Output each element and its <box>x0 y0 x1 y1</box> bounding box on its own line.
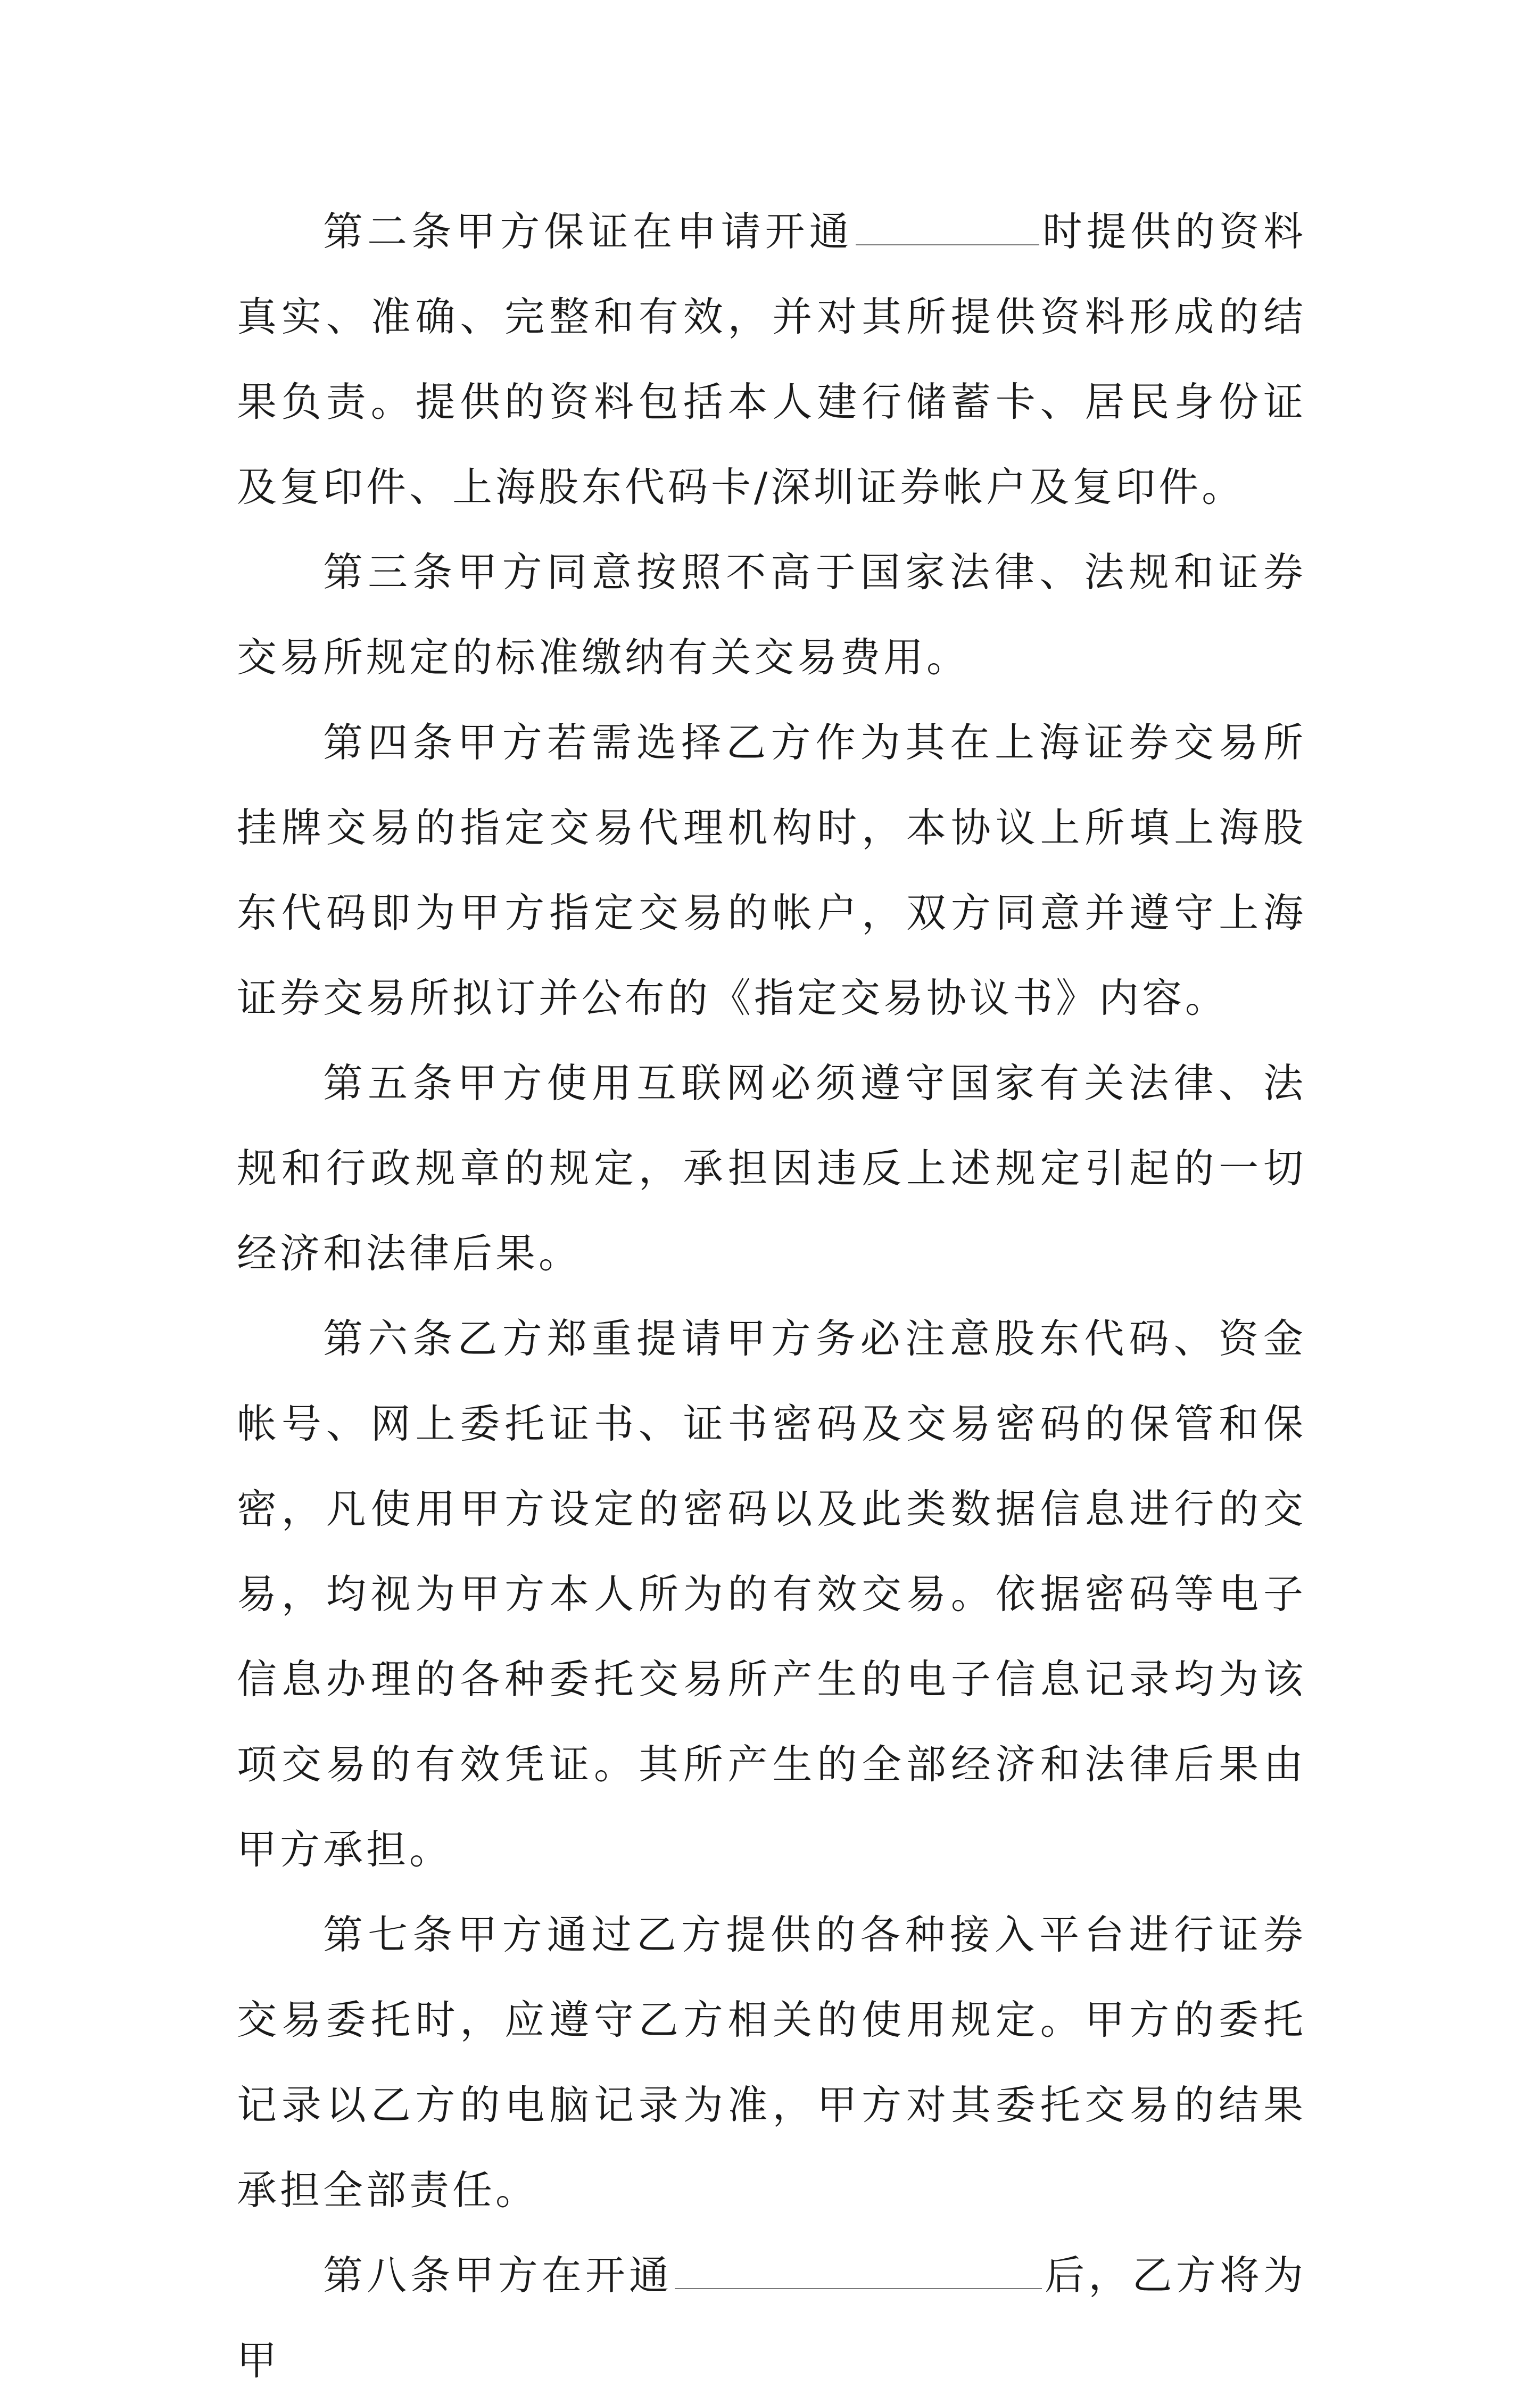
clause-3: 第三条甲方同意按照不高于国家法律、法规和证券交易所规定的标准缴纳有关交易费用。 <box>237 549 1306 681</box>
clause-2-fill-blank <box>856 210 1039 245</box>
clause-2-text-after: 时提供的资料真实、准确、完整和有效，并对其所提供资料形成的结果负责。提供的资料包括本人建行储蓄卡、居民身份证及复印件、上海股东代码卡/深圳证券帐户及复印件。 <box>237 208 1306 510</box>
clause-2-text-before: 第二条甲方保证在申请开通 <box>323 208 854 255</box>
clause-2 <box>237 189 1306 530</box>
clause-8-text-before: 第八条甲方在开通 <box>323 2252 673 2299</box>
clause-4: 第四条甲方若需选择乙方作为其在上海证券交易所挂牌交易的指定交易代理机构时，本协议上所填上海股东代码即为甲方指定交易的帐户，双方同意并遵守上海证券交易所拟订并公布的《指定交易协议书》内容。 <box>237 719 1306 1021</box>
clause-8-fill-blank <box>675 2254 1042 2289</box>
clause-8-text-after: 后，乙方将为甲 <box>237 2252 1306 2384</box>
document-body <box>237 189 1306 2403</box>
clause-7: 第七条甲方通过乙方提供的各种接入平台进行证券交易委托时，应遵守乙方相关的使用规定。甲方的委托记录以乙方的电脑记录为准，甲方对其委托交易的结果承担全部责任。 <box>237 1911 1306 2214</box>
clause-5: 第五条甲方使用互联网必须遵守国家有关法律、法规和行政规章的规定，承担因违反上述规定引起的一切经济和法律后果。 <box>237 1060 1306 1277</box>
clause-6: 第六条乙方郑重提请甲方务必注意股东代码、资金帐号、网上委托证书、证书密码及交易密码的保管和保密，凡使用甲方设定的密码以及此类数据信息进行的交易，均视为甲方本人所为的有效交易。依据密码等电子信息办理的各种委托交易所产生的电子信息记录均为该项交易的有效凭证。其所产生的全部经济和法律后果由甲方承担。 <box>237 1315 1306 1873</box>
clause-8 <box>237 2233 1306 2403</box>
